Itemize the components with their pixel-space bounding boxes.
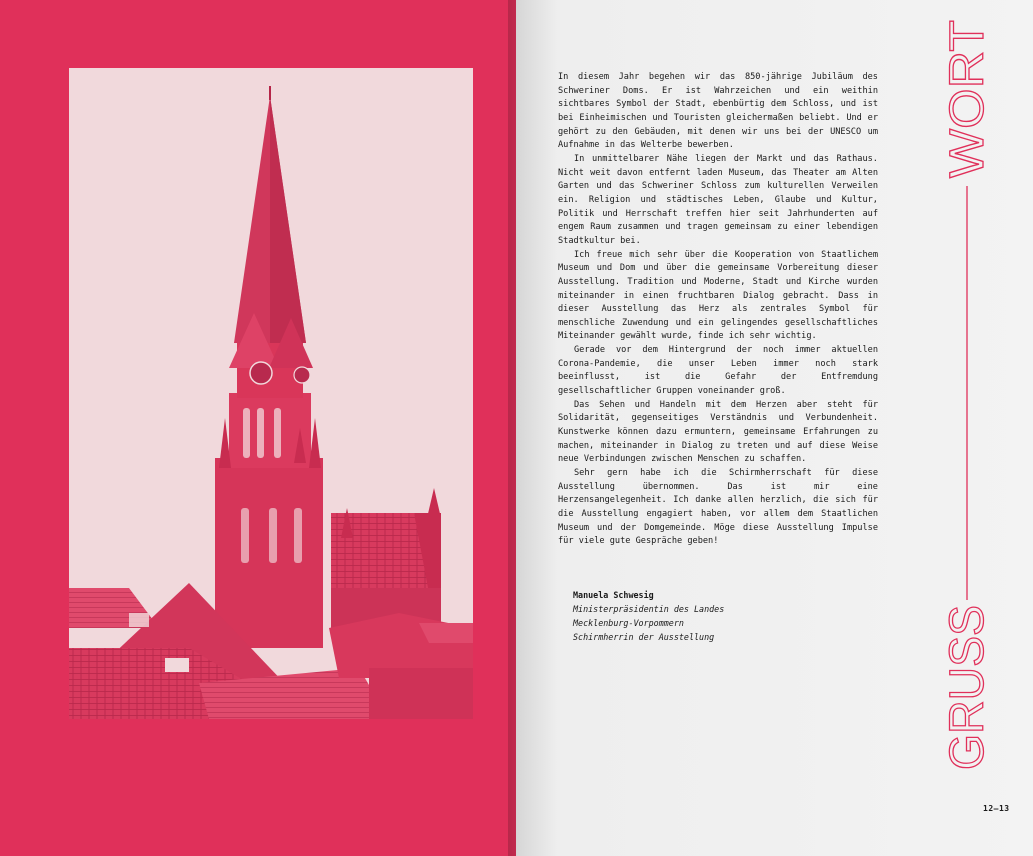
paragraph: Sehr gern habe ich die Schirmherrschaft für diese Ausstellung übernommen. Das ist mir eine Herzensangelegenheit. Ich danke allen herzlich, die sich für die Ausstellung engagiert haben, vor allem dem Staatlichen Museum und der Domgemeinde. Möge diese Ausstellung Impulse für viele gute Gespräche geben! <box>558 468 878 547</box>
heading-part-2: WORT <box>941 32 994 178</box>
paragraph: Ich freue mich sehr über die Kooperation von Staatlichem Museum und Dom und über die gemeinsame Vorbereitung dieser Ausstellung. Tradition und Moderne, Stadt und Kirche wurden miteinander in einen fruchtbaren Dialog gebracht. Dass in dieser Ausstellung das Herz als zentrales Symbol für menschliche Zuwendung und ein gelingendes gesellschaftliches Miteinander gewählt wurde, finde ich sehr wichtig. <box>558 249 878 342</box>
vertical-heading <box>915 10 1015 790</box>
paragraph: Gerade vor dem Hintergrund der noch immer aktuellen Corona-Pandemie, die unser Leben immer noch stark beeinflusst, ist die Gefahr der Entfremdung gesellschaftlicher Gruppen voneinander groß. <box>558 345 878 397</box>
signature-block <box>573 588 724 644</box>
signature-role: Ministerpräsidentin des Landes <box>573 604 725 614</box>
paragraph: In unmittelbarer Nähe liegen der Markt und das Rathaus. Nicht weit davon entfernt laden Museum, das Theater am Alten Garten und das Schweriner Schloss zum kulturellen Verweilen ein. Religion und städtisches Leben, Glaube und Kultur, Politik und Herrschaft treffen hier seit Jahrhunderten auf engem Raum zusammen und tragen gemeinsam zu einer lebendigen Stadtkultur bei. <box>558 153 878 246</box>
signature-role: Mecklenburg-Vorpommern <box>573 618 684 628</box>
foreword-text <box>558 71 878 549</box>
signature-role: Schirmherrin der Ausstellung <box>573 632 715 642</box>
heading-part-1: GRUSS <box>941 599 994 770</box>
page-numbers: 12—13 <box>983 804 1010 813</box>
cathedral-photo <box>69 68 473 719</box>
signature-name: Manuela Schwesig <box>573 590 654 600</box>
paragraph: Das Sehen und Handeln mit dem Herzen aber steht für Solidarität, gegenseitiges Verständnis und Verbundenheit. Kunstwerke können dazu ermuntern, gemeinsame Erfahrungen zu machen, miteinander in Dialog zu treten und auf diese Weise neue Verbindungen zwischen Menschen zu schaffen. <box>558 399 878 465</box>
left-page <box>0 0 516 856</box>
paragraph: In diesem Jahr begehen wir das 850-jährige Jubiläum des Schweriner Doms. Er ist Wahrzeichen und ein weithin sichtbares Symbol der Stadt, ebenbürtig dem Schloss, und ist bei Einheimischen und Touristen gleichermaßen beliebt. Und er gehört zu den Gebäuden, mit denen wir uns bei der UNESCO um Aufnahme in das Welterbe bewerben. <box>558 72 878 151</box>
